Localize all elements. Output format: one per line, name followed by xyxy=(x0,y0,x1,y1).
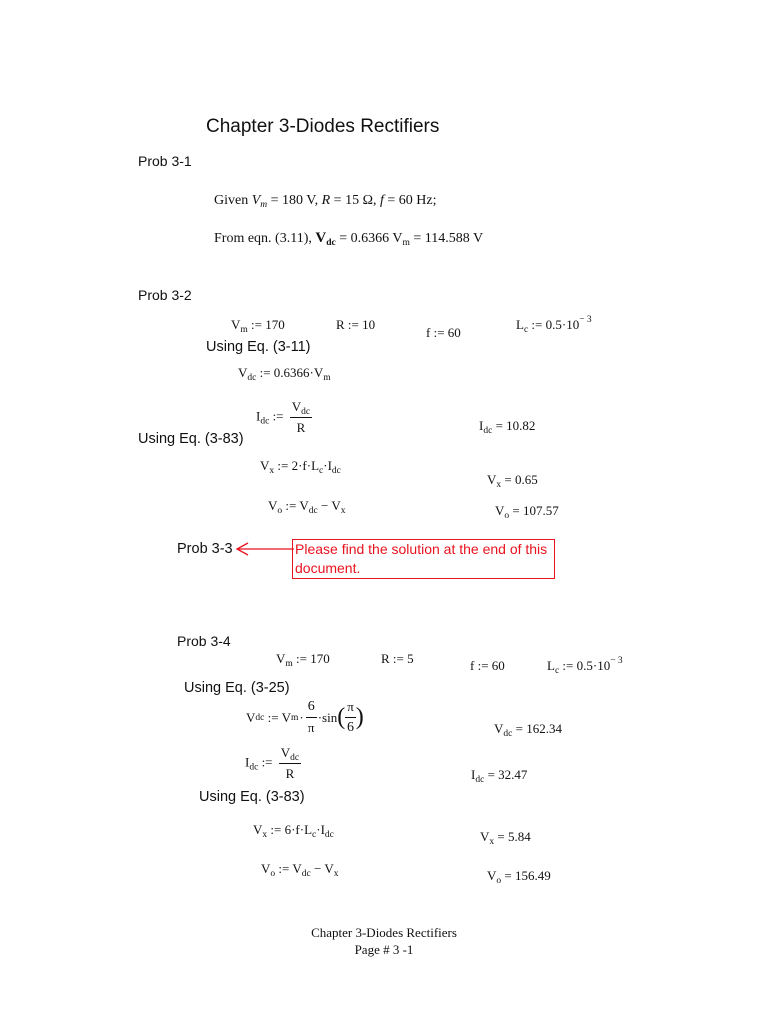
idc-sub: dc xyxy=(475,775,485,785)
fraction xyxy=(279,745,301,782)
vdc-sub: dc xyxy=(301,869,311,879)
idc-sub: dc xyxy=(260,416,270,427)
vm-symbol: V xyxy=(276,651,286,666)
lc-rhs: := 0.5·10 xyxy=(528,317,580,332)
vx-sub: x xyxy=(333,869,339,879)
r-symbol: R xyxy=(321,193,331,208)
vo-sub: o xyxy=(277,506,283,516)
lc-exp: − 3 xyxy=(610,656,623,666)
right-paren: ) xyxy=(355,704,364,730)
idc-symbol: I xyxy=(471,767,476,782)
vx-mid: ·I xyxy=(323,458,332,473)
idc-symbol: I xyxy=(245,754,250,770)
idc-sub: dc xyxy=(249,762,259,773)
lc-symbol: L xyxy=(547,658,555,673)
lc-rhs: := 0.5·10 xyxy=(559,658,611,673)
vm-symbol: V xyxy=(251,193,261,208)
vo-mid: − V xyxy=(310,861,334,876)
prob-3-4-idc-def xyxy=(245,745,301,782)
r-value: = 15 Ω, xyxy=(330,193,380,208)
idc-sub: dc xyxy=(324,830,334,840)
lc-symbol: L xyxy=(516,317,524,332)
prob-3-1-label: Prob 3-1 xyxy=(138,153,192,169)
vx-rhs: := 6·f·L xyxy=(267,822,313,837)
prob-3-2-idc-result xyxy=(479,418,535,434)
lc-sub: c xyxy=(554,666,560,676)
prob-3-3-label: Prob 3-3 xyxy=(177,541,233,557)
idc-sub: dc xyxy=(331,466,341,476)
numerator: π xyxy=(345,699,356,718)
vm-value: = 180 V, xyxy=(267,193,322,208)
eqn-result: = 114.588 V xyxy=(409,231,484,246)
vm-sub: m xyxy=(240,325,248,335)
prob-3-4-vx-result xyxy=(480,829,531,845)
fraction-6-over-pi xyxy=(306,699,317,736)
vdc-sub: dc xyxy=(308,506,318,516)
prob-3-2-vo-result xyxy=(495,503,559,519)
eqn-mid: = 0.6366 V xyxy=(335,231,403,246)
vdc-rhs: := 0.6366·V xyxy=(256,365,324,380)
lc-exp: − 3 xyxy=(579,315,592,325)
idc-symbol: I xyxy=(479,418,484,433)
vo-symbol: V xyxy=(268,498,278,513)
numerator xyxy=(279,745,301,764)
vdc-value: = 162.34 xyxy=(512,721,562,736)
denominator: π xyxy=(307,720,315,735)
vx-value: = 0.65 xyxy=(501,472,538,487)
vdc-sub: dc xyxy=(503,729,513,739)
prob-3-4-lc-def xyxy=(547,658,623,674)
denominator: R xyxy=(296,420,306,435)
vdc-symbol: V xyxy=(238,365,248,380)
vm-sub: m xyxy=(285,659,293,669)
vo-sub: o xyxy=(504,511,510,521)
vx-mid: ·I xyxy=(316,822,325,837)
lc-sub: c xyxy=(319,466,324,476)
prob-3-4-vx-def xyxy=(253,822,334,838)
lc-sub: c xyxy=(523,325,529,335)
fraction-pi-over-6 xyxy=(345,699,356,736)
f-value: = 60 Hz; xyxy=(383,193,437,208)
vdc-symbol: V xyxy=(291,399,302,414)
prob-3-2-vx-result xyxy=(487,472,538,488)
idc-value: = 32.47 xyxy=(484,767,528,782)
vx-symbol: V xyxy=(260,458,270,473)
vo-sub: o xyxy=(496,876,502,886)
vm-sub: m xyxy=(260,200,268,210)
prob-3-4-vo-def xyxy=(261,861,338,877)
prob-3-1-given xyxy=(214,193,436,209)
prob-3-4-label: Prob 3-4 xyxy=(177,633,231,649)
page-title: Chapter 3-Diodes Rectifiers xyxy=(206,116,440,137)
eqn-prefix: From eqn. (3.11), xyxy=(214,231,312,246)
page-footer xyxy=(0,924,768,958)
prob-3-4-using-1: Using Eq. (3-25) xyxy=(184,680,290,696)
prob-3-4-idc-result xyxy=(471,767,527,783)
fraction xyxy=(290,399,312,436)
vdc-sub: dc xyxy=(301,407,311,417)
prob-3-2-r-def: R := 10 xyxy=(336,317,376,332)
idc-symbol: I xyxy=(256,408,261,424)
vo-symbol: V xyxy=(487,868,497,883)
vx-symbol: V xyxy=(487,472,497,487)
prob-3-2-lc-def xyxy=(516,317,592,333)
vx-sub: x xyxy=(496,480,502,490)
vo-symbol: V xyxy=(261,861,271,876)
vx-sub: x xyxy=(340,506,346,516)
vx-sub: x xyxy=(269,466,275,476)
denominator: R xyxy=(285,766,295,781)
prob-3-2-using-1: Using Eq. (3-11) xyxy=(206,339,311,355)
prob-3-3-note-box: Please find the solution at the end of this document. xyxy=(292,539,555,579)
prob-3-2-vdc-def xyxy=(238,365,331,381)
vo-value: = 156.49 xyxy=(501,868,551,883)
vo-rhs: := V xyxy=(275,861,302,876)
vx-rhs: := 2·f·L xyxy=(274,458,320,473)
prob-3-4-vdc-def: V dc := V m · $\frac{6}{\pi}$ ·sin ( $\frac{\pi}{6}$ ) xyxy=(246,699,364,735)
prob-3-2-using-2: Using Eq. (3-83) xyxy=(138,431,244,447)
sin-function: ·sin xyxy=(317,709,338,725)
idc-value: = 10.82 xyxy=(492,418,536,433)
prob-3-2-label: Prob 3-2 xyxy=(138,287,192,303)
prob-3-2-vm-def xyxy=(231,317,285,333)
prob-3-4-using-2: Using Eq. (3-83) xyxy=(199,789,305,805)
vdc-symbol: V xyxy=(280,745,291,760)
vdc-sub: dc xyxy=(326,238,336,248)
assign-op: := xyxy=(269,408,284,424)
vo-sub: o xyxy=(270,869,276,879)
given-prefix: Given xyxy=(214,193,249,208)
left-paren: ( xyxy=(337,704,346,730)
vx-sub: x xyxy=(489,837,495,847)
prob-3-2-f-def: f := 60 xyxy=(426,325,461,340)
f-symbol: f xyxy=(379,193,384,208)
prob-3-4-vdc-result xyxy=(494,721,562,737)
lc-sub: c xyxy=(312,830,317,840)
prob-3-2-vo-def xyxy=(268,498,345,514)
footer-page-number: Page # 3 -1 xyxy=(354,942,414,957)
vo-mid: − V xyxy=(317,498,341,513)
vm-symbol: V xyxy=(231,317,241,332)
prob-3-4-f-def: f := 60 xyxy=(470,658,505,673)
assign-op: := V xyxy=(264,709,291,725)
prob-3-4-r-def: R := 5 xyxy=(381,651,414,666)
vdc-sub: dc xyxy=(290,753,300,763)
arrow-left-icon xyxy=(234,541,296,557)
numerator xyxy=(290,399,312,418)
vdc-symbol: V xyxy=(246,709,256,725)
vdc-sub: dc xyxy=(247,373,257,383)
vx-value: = 5.84 xyxy=(494,829,531,844)
vm-sub: m xyxy=(402,238,410,248)
footer-title: Chapter 3-Diodes Rectifiers xyxy=(311,925,457,940)
denominator: 6 xyxy=(346,720,354,735)
vo-symbol: V xyxy=(495,503,505,518)
vdc-symbol: V xyxy=(494,721,504,736)
idc-sub: dc xyxy=(483,426,493,436)
vm-rhs: := 170 xyxy=(292,651,330,666)
assign-op: := xyxy=(258,754,273,770)
vx-symbol: V xyxy=(253,822,263,837)
prob-3-1-eqn xyxy=(214,230,483,247)
vdc-symbol: V xyxy=(315,230,327,246)
vm-sub: m xyxy=(323,373,331,383)
prob-3-2-vx-def xyxy=(260,458,341,474)
vx-symbol: V xyxy=(480,829,490,844)
prob-3-2-idc-def xyxy=(256,399,312,436)
prob-3-4-vm-def xyxy=(276,651,330,667)
vo-value: = 107.57 xyxy=(509,503,559,518)
vm-rhs: := 170 xyxy=(247,317,285,332)
prob-3-4-vo-result xyxy=(487,868,551,884)
vo-rhs: := V xyxy=(282,498,309,513)
numerator: 6 xyxy=(306,699,317,718)
vx-sub: x xyxy=(262,830,268,840)
